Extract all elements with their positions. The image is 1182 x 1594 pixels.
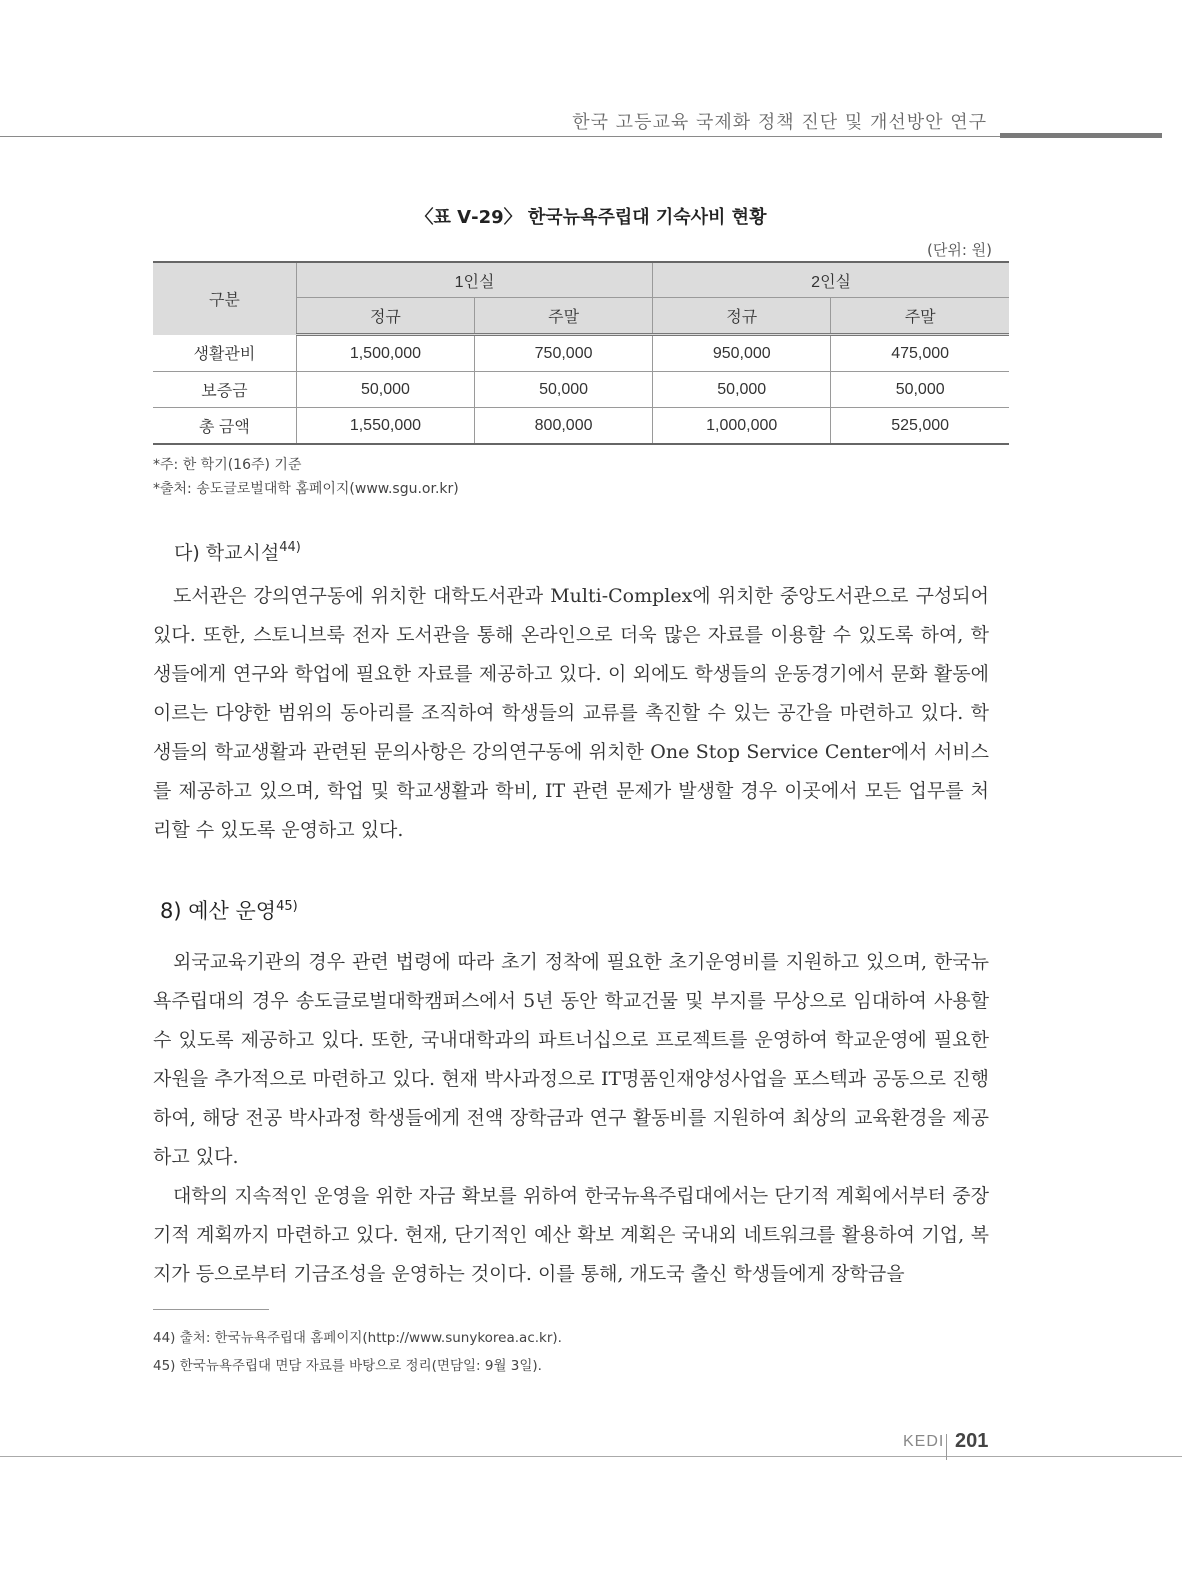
subheader-cell: 주말 [831,298,1009,335]
table-note-basis: *주: 한 학기(16주) 기준 [153,457,302,473]
table-row [153,335,1009,372]
table-cell: 750,000 [475,335,653,372]
footnote-44: 44) 출처: 한국뉴욕주립대 홈페이지(http://www.sunykorea.ac.kr). [153,1330,562,1346]
row-label: 총 금액 [153,408,296,445]
subheader-cell: 정규 [296,298,474,335]
footnote-45: 45) 한국뉴욕주립대 면담 자료를 바탕으로 정리(면담일: 9월 3일). [153,1358,542,1374]
header-category: 구분 [153,262,296,335]
table-row [153,408,1009,445]
footnote-rule [153,1309,269,1310]
row-label: 보증금 [153,372,296,408]
header-rule-accent [1000,133,1162,138]
table-cell: 1,550,000 [296,408,474,445]
table-unit-note: (단위: 원) [927,241,992,259]
table-cell: 50,000 [475,372,653,408]
footer-rule [0,1456,1182,1457]
running-header-title: 한국 고등교육 국제화 정책 진단 및 개선방안 연구 [572,112,987,133]
dormitory-fee-table [153,261,1009,445]
table-cell: 1,500,000 [296,335,474,372]
page-number: 201 [955,1430,989,1452]
row-label: 생활관비 [153,335,296,372]
publisher-label: KEDI [903,1433,945,1450]
header-rule [0,136,1000,137]
footer-divider [946,1434,947,1460]
table-cell: 525,000 [831,408,1009,445]
subheader-cell: 정규 [653,298,831,335]
section-title: 8) 예산 운영 [160,899,277,923]
paragraph-budget-support: 외국교육기관의 경우 관련 법령에 따라 초기 정착에 필요한 초기운영비를 지원하고 있으며, 한국뉴욕주립대의 경우 송도글로벌대학캠퍼스에서 5년 동안 학교건물 및 부지를 무상으로 임대하여 사용할 수 있도록 제공하고 있다. 또한, 국내대학과의 파트너십으로 프로젝트를 운영하여 학교운영에 필요한 자원을 추가적으로 마련하고 있다. 현재 박사과정으로 IT명품인재양성사업을 포스텍과 공동으로 진행하여, 해당 전공 박사과정 학생들에게 전액 장학금과 연구 활동비를 지원하여 최상의 교육환경을 제공하고 있다. [153,951,989,1168]
table-header-row [153,262,1009,298]
table-cell: 950,000 [653,335,831,372]
table-cell: 50,000 [296,372,474,408]
subsection-heading [174,538,301,565]
table-cell: 800,000 [475,408,653,445]
table-cell: 1,000,000 [653,408,831,445]
footnote-ref: 45) [276,899,298,914]
table-note-source: *출처: 송도글로벌대학 홈페이지(www.sgu.or.kr) [153,481,459,497]
footnote-ref: 44) [279,540,301,555]
header-group-single-room: 1인실 [296,262,652,298]
table-caption: 〈표 Ⅴ-29〉 한국뉴욕주립대 기숙사비 현황 [415,207,767,228]
table-row [153,372,1009,408]
table-cell: 50,000 [653,372,831,408]
subheader-cell: 주말 [475,298,653,335]
header-group-double-room: 2인실 [653,262,1009,298]
table-cell: 50,000 [831,372,1009,408]
paragraph-school-facilities: 도서관은 강의연구동에 위치한 대학도서관과 Multi-Complex에 위치한 중앙도서관으로 구성되어 있다. 또한, 스토니브룩 전자 도서관을 통해 온라인으로 더욱 많은 자료를 이용할 수 있도록 하여, 학생들에게 연구와 학업에 필요한 자료를 제공하고 있다. 이 외에도 학생들의 운동경기에서 문화 활동에 이르는 다양한 범위의 동아리를 조직하여 학생들의 교류를 촉진할 수 있는 공간을 마련하고 있다. 학생들의 학교생활과 관련된 문의사항은 강의연구동에 위치한 One Stop Service Center에서 서비스를 제공하고 있으며, 학업 및 학교생활과 학비, IT 관련 문제가 발생할 경우 이곳에서 모든 업무를 처리할 수 있도록 운영하고 있다. [153,585,989,841]
paragraph-budget-plan: 대학의 지속적인 운영을 위한 자금 확보를 위하여 한국뉴욕주립대에서는 단기적 계획에서부터 중장기적 계획까지 마련하고 있다. 현재, 단기적인 예산 확보 계획은 국내외 네트워크를 활용하여 기업, 복지가 등으로부터 기금조성을 운영하는 것이다. 이를 통해, 개도국 출신 학생들에게 장학금을 [153,1185,989,1285]
subsection-title: 다) 학교시설 [174,542,280,564]
section-heading [160,895,298,925]
table-cell: 475,000 [831,335,1009,372]
